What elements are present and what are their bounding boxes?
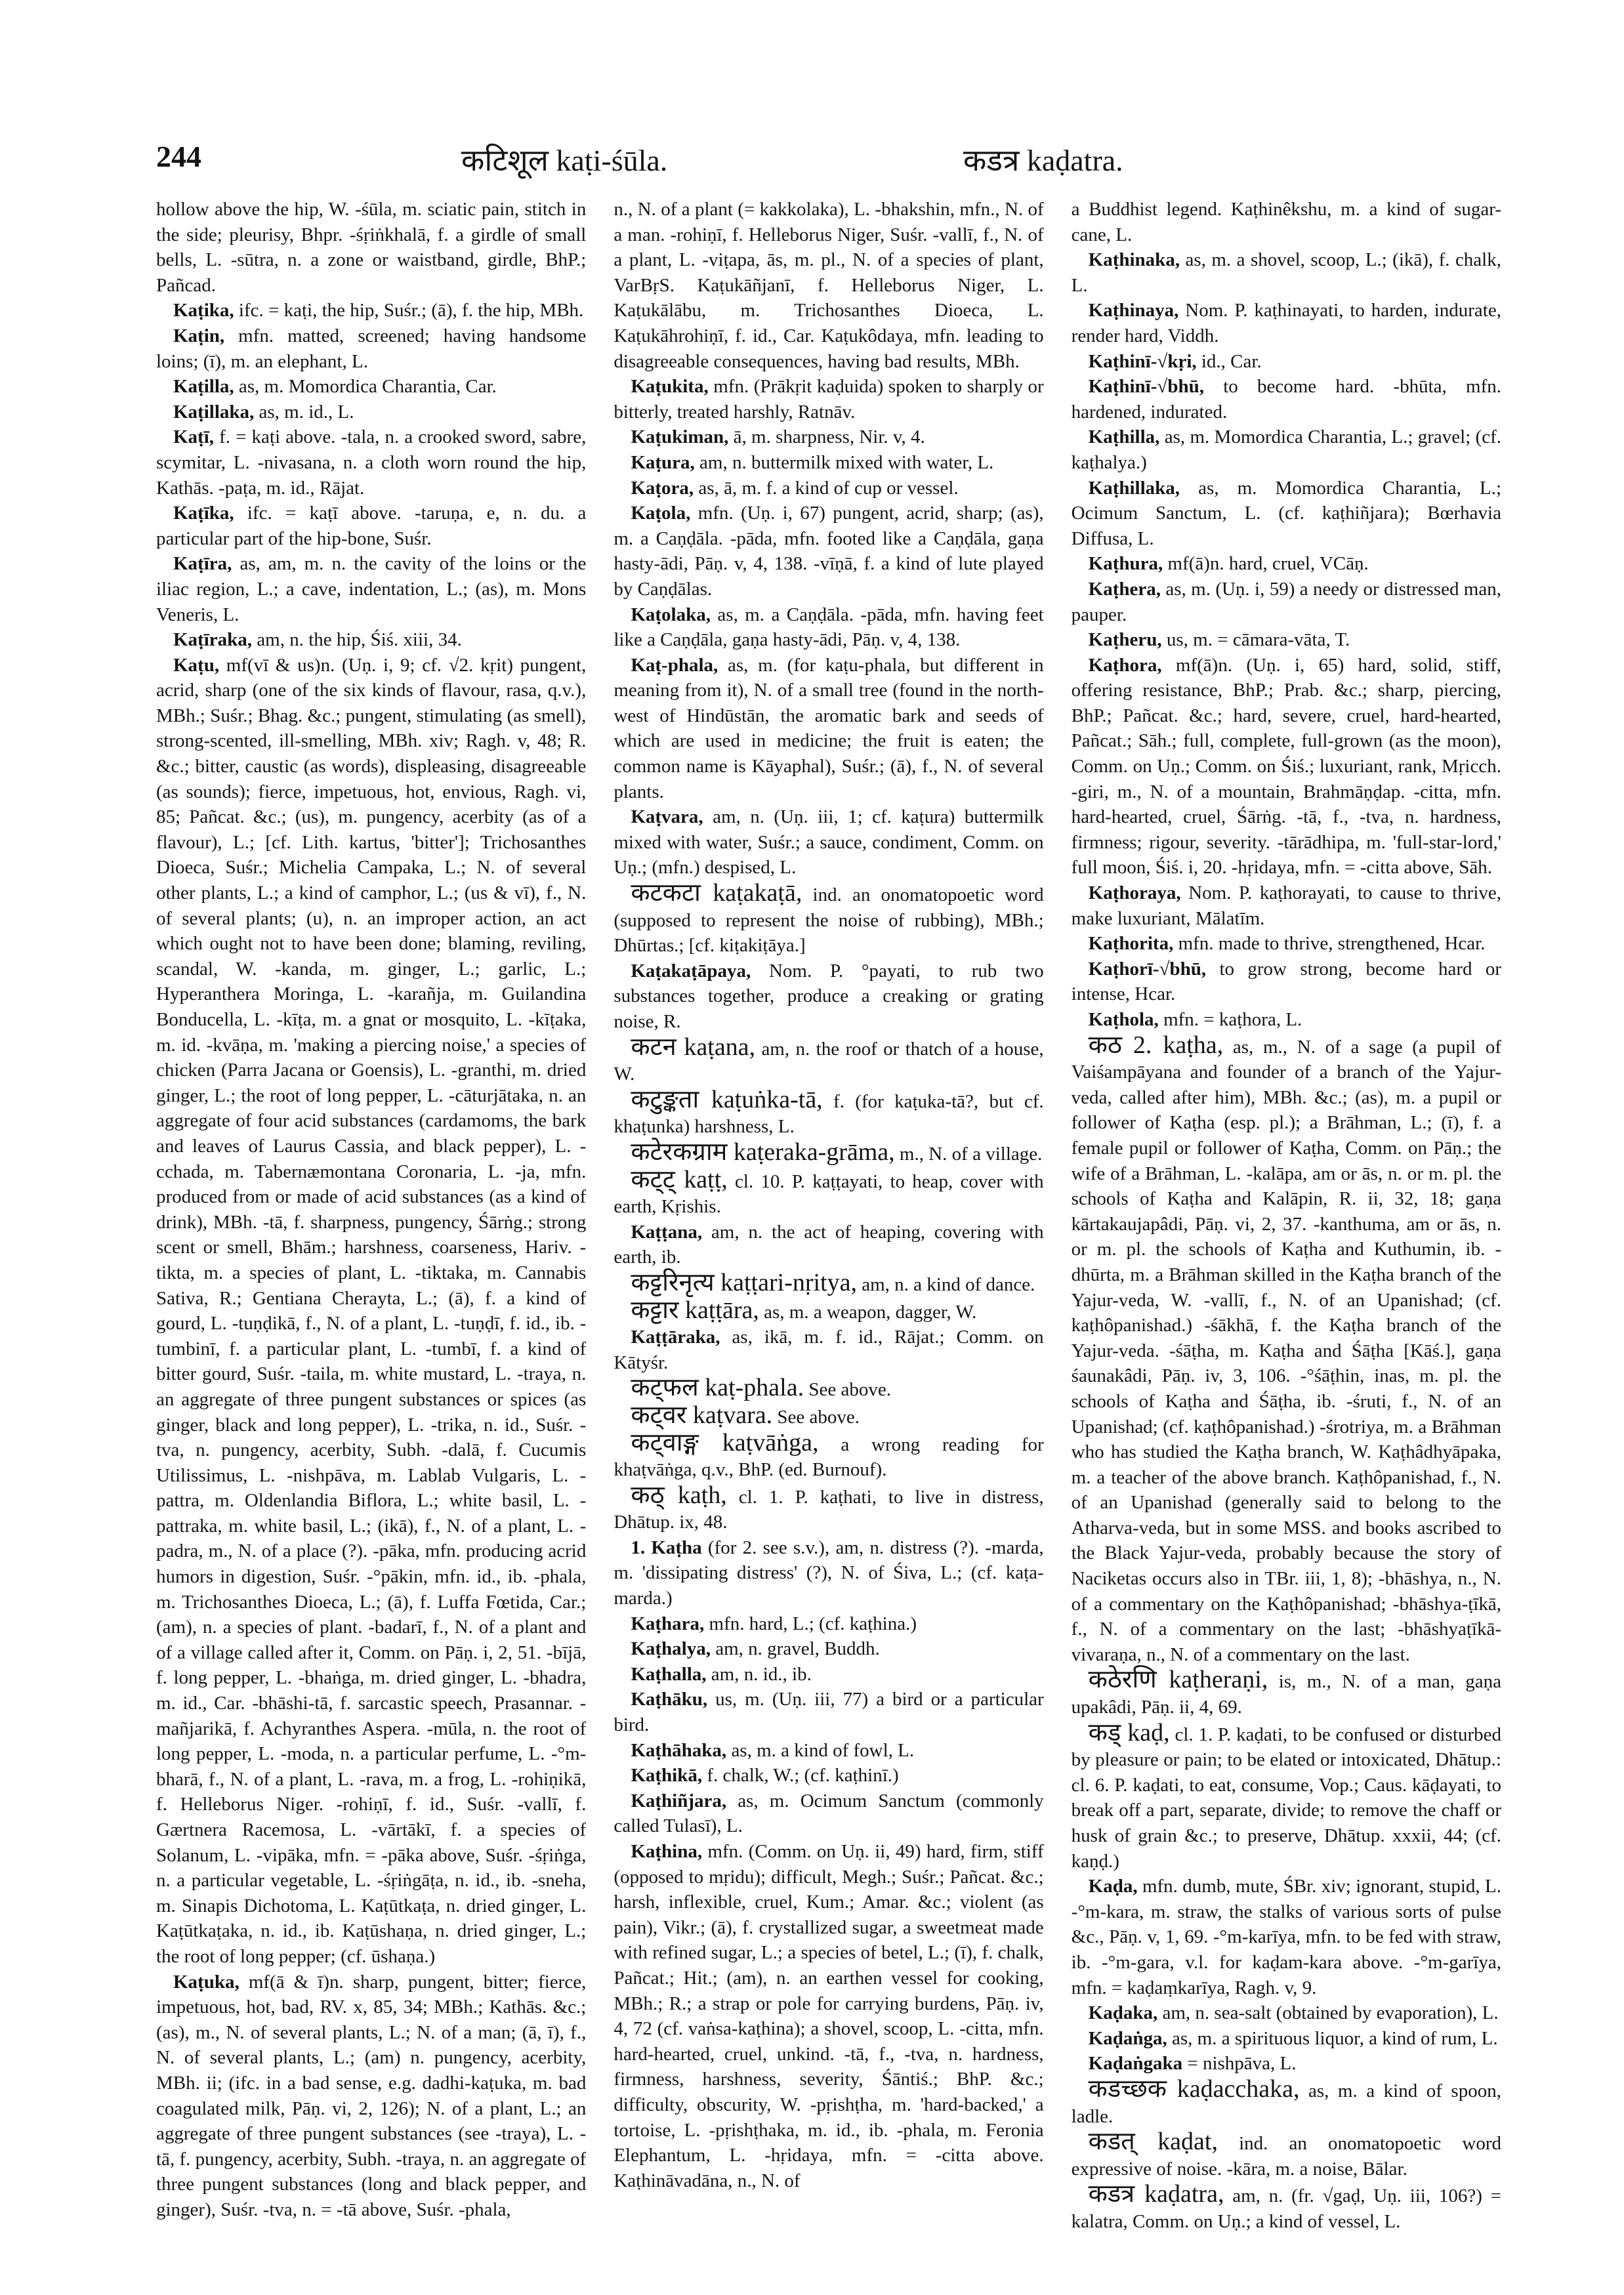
dictionary-entry	[614, 1839, 1043, 2193]
headword: Kaṭī,	[173, 426, 215, 448]
entry-text: to become hard. -bhūta, mfn. hardened, indurated.	[1071, 376, 1501, 423]
dictionary-entry	[614, 450, 1043, 476]
dictionary-entry	[156, 627, 586, 653]
headword: Kaṭukiman,	[631, 426, 729, 448]
entry-text: mfn. hard, L.; (cf. kaṭhina.)	[709, 1613, 917, 1634]
entry-text: am, n. (Uṇ. iii, 1; cf. kaṭura) buttermilk mixed with water, Suśr.; a sauce, condiment, Comm. on Uṇ.; (mfn.) despised, L.	[614, 806, 1044, 879]
entry-text: am, n. the act of heaping, covering with earth, ib.	[614, 1221, 1044, 1268]
entry-text: as, ā, m. f. a kind of cup or vessel.	[698, 477, 959, 499]
entry-text: cl. 10. P. kaṭṭayati, to heap, cover with earth, Kṛishis.	[614, 1170, 1044, 1218]
headword: Kaṭhura,	[1088, 553, 1163, 575]
headword: Kaṭura,	[631, 451, 695, 473]
headword: कट्ट् kaṭṭ,	[631, 1165, 728, 1193]
dictionary-entry	[614, 1375, 1043, 1403]
dictionary-entry	[614, 1636, 1043, 1662]
headword: Kaṭhola,	[1088, 1009, 1159, 1030]
dictionary-entry	[614, 1788, 1043, 1839]
headword: कटन kaṭana,	[631, 1033, 756, 1061]
dictionary-entry	[1072, 577, 1501, 627]
headword: Kaṭhāku,	[631, 1689, 708, 1710]
dictionary-entry	[614, 653, 1043, 805]
entry-text: ā, m. sharpness, Nir. v, 4.	[733, 426, 925, 448]
headword: कठ् kaṭh,	[631, 1481, 727, 1509]
headword: Kaṭīka,	[173, 503, 234, 524]
entry-text: See above.	[777, 1406, 860, 1428]
entry-text: mfn. (Uṇ. i, 67) pungent, acrid, sharp; (as), m. a Caṇḍāla. -pāda, mfn. footed like a Caṇḍāla, gaṇa hasty-ādi, Pāṇ. v, 4, 138. -vīṇā, f. a kind of lute played by Caṇḍālas.	[614, 503, 1044, 600]
entry-text: as, m. a kind of fowl, L.	[731, 1739, 915, 1761]
headword: कडच्छक kaḍacchaka,	[1088, 2075, 1300, 2103]
headword: Kaṭhina,	[631, 1841, 703, 1862]
dictionary-entry	[1072, 1874, 1501, 2000]
entry-text: mfn. (Prākṛit kaḍuida) spoken to sharply or bitterly, treated harshly, Ratnāv.	[614, 376, 1044, 423]
headword: कठेरणि kaṭheraṇi,	[1088, 1666, 1268, 1694]
headword: Kaṭhinī-√kṛi,	[1088, 350, 1197, 372]
headword: Kaṭṭana,	[631, 1221, 703, 1243]
entry-text: as, ikā, m. f. id., Rājat.; Comm. on Kātyśr.	[614, 1327, 1044, 1373]
entry-text: hollow above the hip, W. -śūla, m. sciatic pain, stitch in the side; pleurisy, Bhpr. -śṛiṅkhalā, f. a girdle of small bells, L. -sūtra, n. a zone or waistband, girdle, BhP.; Pañcad.	[156, 199, 587, 296]
entry-text: am, n. (fr. √gaḍ, Uṇ. iii, 106?) = kalatra, Comm. on Uṇ.; a kind of vessel, L.	[1071, 2185, 1501, 2232]
entry-text: mfn. matted, screened; having handsome loins; (ī), m. an elephant, L.	[156, 325, 587, 372]
dictionary-entry	[614, 602, 1043, 653]
headword: कट्फल kaṭ-phala.	[631, 1374, 804, 1402]
dictionary-entry	[614, 1140, 1043, 1167]
entry-text: mf(ā)n. hard, cruel, VCāṇ.	[1167, 553, 1369, 575]
entry-text: to grow strong, become hard or intense, Hcar.	[1071, 958, 1501, 1005]
entry-text: mfn. dumb, mute, ŚBr. xiv; ignorant, stupid, L. -°m-kara, m. straw, the stalks of various sorts of pulse &c., Pāṇ. v, 1, 69. -°m-karīya, mfn. to be fed with straw, ib. -°m-gara, v.l. for kaḍam-kara above. -°m-garīya, mfn. = kaḍaṃkarīya, Ragh. v, 9.	[1071, 1876, 1501, 1998]
headword: कट्वर kaṭvara.	[631, 1401, 773, 1429]
entry-text: am, n. the roof or thatch of a house, W.	[614, 1038, 1044, 1085]
dictionary-entry	[614, 1298, 1043, 1325]
entry-text: cl. 1. P. kaḍati, to be confused or disturbed by pleasure or pain; to be elated or intoxicated, Dhātup.: cl. 6. P. kaḍati, to eat, consume, Vop.; Caus. kāḍayati, to break off a part, separate, divide; to remove the chaff or husk of grain &c.; to preserve, Dhātup. xxxii, 44; (cf. kaṇḍ.)	[1071, 1724, 1501, 1872]
entry-text: = nishpāva, L.	[1187, 2053, 1297, 2075]
headword: Kaṭhāhaka,	[631, 1739, 727, 1761]
dictionary-entry	[1072, 1720, 1501, 1874]
entry-text: mf(ā & ī)n. sharp, pungent, bitter; fierce, impetuous, hot, bad, RV. x, 85, 34; MBh.; Kathās. &c.; (as), m., N. of several plants, L.; N. of a man; (ā, ī), f., N. of several plants, L.; (am) n. pungency, acerbity, MBh. ii; (ifc. in a bad sense, e.g. dadhi-kaṭuka, m. bad coagulated milk, Pāṇ. vi, 2, 126); N. of a plant, L.; an aggregate of three pungent substances (see -traya), L. -tā, f. pungency, acerbity, Subh. -traya, n. an aggregate of three pungent substances (long and black pepper, and ginger), Suśr. -tva, n. = -tā above, Suśr. -phala,	[156, 1971, 587, 2220]
entry-text: Nom. P. kaṭhinayati, to harden, indurate, render hard, Viddh.	[1071, 300, 1501, 346]
continued-entry	[156, 197, 586, 298]
headword: Kaḍaṅga,	[1088, 2027, 1167, 2049]
entry-text: am, n. buttermilk mixed with water, L.	[699, 451, 994, 473]
entry-text: m., N. of a village.	[899, 1143, 1043, 1165]
dictionary-entry	[1072, 1667, 1501, 1720]
headword: Kaṭora,	[631, 477, 694, 499]
dictionary-entry	[1072, 349, 1501, 375]
dictionary-entry	[614, 1535, 1043, 1611]
left-running-head: कटिशूल kaṭi-śūla.	[461, 144, 668, 177]
entry-text: as, m. Momordica Charantia, Car.	[238, 376, 497, 398]
headword: Kaṭhorita,	[1088, 933, 1174, 955]
headword: Kaṭīra,	[173, 553, 232, 575]
dictionary-entry	[614, 1403, 1043, 1430]
entry-text: n., N. of a plant (= kakkolaka), L. -bhakshin, mfn., N. of a man. -rohiṇī, f. Helleborus Niger, Suśr. -vallī, f., N. of a plant, L. -viṭapa, ās, m. pl., N. of a species of plant, VarBṛS. Kaṭukāñjanī, f. Helleborus Niger, L. Kaṭukālābu, m. Trichosanthes Dioeca, L. Kaṭukāhrohiṇī, f. id., Car. Kaṭukôdaya, mfn. leading to disagreeable consequences, having bad results, MBh.	[614, 199, 1044, 372]
headword: कट्वाङ्ग kaṭvāṅga,	[631, 1428, 819, 1457]
headword: कठ 2. kaṭha,	[1088, 1031, 1224, 1059]
headword: Kaṭu,	[173, 654, 220, 676]
entry-text: f. = kaṭi above. -tala, n. a crooked sword, sabre, scymitar, L. -nivasana, n. a cloth worn round the hip, Kathās. -paṭa, m. id., Rājat.	[156, 426, 587, 499]
entry-text: am, n. a kind of dance.	[862, 1273, 1035, 1295]
headword: Kaṭhinaya,	[1088, 300, 1179, 321]
entry-text: mfn. made to thrive, strengthened, Hcar.	[1178, 933, 1486, 955]
dictionary-entry	[614, 1483, 1043, 1535]
entry-text: a Buddhist legend. Kaṭhinêkshu, m. a kind of sugar-cane, L.	[1071, 199, 1501, 245]
headword: कटकटा kaṭakaṭā,	[631, 879, 802, 907]
dictionary-entry	[614, 424, 1043, 450]
entry-text: id., Car.	[1201, 350, 1262, 372]
dictionary-entry	[156, 653, 586, 1970]
dictionary-entry	[1072, 551, 1501, 577]
entry-text: f. (for kaṭuka-tā?, but cf. khaṭunka) harshness, L.	[614, 1090, 1044, 1138]
entry-text: mfn. = kaṭhora, L.	[1163, 1009, 1302, 1030]
dictionary-entry	[614, 1220, 1043, 1270]
dictionary-entry	[1072, 374, 1501, 424]
headword: Kaṭvara,	[631, 806, 703, 828]
running-header	[156, 139, 1501, 185]
dictionary-entry	[156, 551, 586, 627]
entry-text: cl. 1. P. kaṭhati, to live in distress, Dhātup. ix, 48.	[614, 1486, 1044, 1533]
entry-text: am, n. id., ib.	[711, 1663, 812, 1685]
headword: Kaṭika,	[173, 300, 234, 321]
dictionary-columns	[156, 197, 1501, 2264]
dictionary-entry	[156, 424, 586, 501]
headword: Kaṭin,	[173, 325, 225, 346]
entry-text: as, m. Momordica Charantia, L.; gravel; (cf. kaṭhalya.)	[1071, 426, 1501, 473]
headword: कडत् kaḍat,	[1088, 2128, 1218, 2156]
entry-text: as, m. Ocimum Sanctum (commonly called Tulasī), L.	[614, 1790, 1044, 1837]
headword: Kaḍaṅgaka	[1088, 2053, 1183, 2075]
entry-text: as, m. a Caṇḍāla. -pāda, mfn. having feet like a Caṇḍāla, gaṇa hasty-ādi, Pāṇ. v, 4, 138.	[614, 604, 1044, 651]
dictionary-entry	[1072, 2026, 1501, 2052]
entry-text: is, m., N. of a man, gaṇa upakâdi, Pāṇ. ii, 4, 69.	[1071, 1671, 1501, 1718]
column-3	[1072, 197, 1501, 2264]
entry-text: as, m. a spirituous liquor, a kind of rum, L.	[1171, 2027, 1498, 2049]
dictionary-entry	[614, 880, 1043, 959]
dictionary-entry	[614, 1662, 1043, 1687]
entry-text: Nom. P. kaṭhorayati, to cause to thrive, make luxuriant, Mālatīm.	[1071, 882, 1501, 929]
dictionary-entry	[1072, 627, 1501, 653]
entry-text: as, m. id., L.	[259, 401, 354, 423]
entry-text: See above.	[808, 1379, 891, 1401]
headword: कटुङ्कता kaṭuṅka-tā,	[631, 1085, 823, 1113]
headword: Kaṭolaka,	[631, 604, 711, 625]
dictionary-entry	[156, 1970, 586, 2223]
right-running-head: कडत्र kaḍatra.	[963, 144, 1123, 177]
column-2	[614, 197, 1043, 2264]
headword: Kaṭhinī-√bhū,	[1088, 376, 1204, 398]
column-1	[156, 197, 586, 2264]
continued-entry	[1072, 197, 1501, 247]
headword: Kaṭhillaka,	[1088, 477, 1180, 499]
dictionary-entry	[1072, 931, 1501, 957]
entry-text: Nom. P. °payati, to rub two substances together, produce a creaking or grating noise, R.	[614, 960, 1044, 1032]
entry-text: f. chalk, W.; (cf. kaṭhinī.)	[707, 1765, 899, 1787]
headword: Kaṭhora,	[1088, 654, 1162, 676]
dictionary-entry	[1072, 2051, 1501, 2077]
headword: Kaṭuka,	[173, 1971, 239, 1993]
dictionary-entry	[614, 1035, 1043, 1087]
continued-entry	[614, 197, 1043, 374]
headword: Kaṭhikā,	[631, 1765, 703, 1787]
headword: Kaṭhoraya,	[1088, 882, 1181, 904]
dictionary-entry	[156, 400, 586, 425]
headword: Kaṭ-phala,	[631, 654, 718, 676]
entry-text: us, m. (Uṇ. iii, 77) a bird or a particular bird.	[614, 1689, 1044, 1736]
dictionary-entry	[614, 1167, 1043, 1220]
headword: कट्टार kaṭṭāra,	[631, 1296, 759, 1324]
dictionary-entry	[1072, 653, 1501, 880]
dictionary-entry	[614, 1430, 1043, 1483]
entry-text: as, m. (Uṇ. i, 59) a needy or distressed man, pauper.	[1071, 578, 1501, 625]
entry-text: ind. an onomatopoetic word expressive of noise. -kāra, m. a noise, Bālar.	[1071, 2133, 1501, 2180]
dictionary-entry	[1072, 424, 1501, 475]
dictionary-entry	[614, 501, 1043, 602]
dictionary-entry	[156, 374, 586, 400]
dictionary-entry	[1072, 880, 1501, 931]
dictionary-entry	[614, 804, 1043, 880]
entry-text: as, m. a kind of spoon, ladle.	[1071, 2080, 1501, 2127]
headword: Kaṭakaṭāpaya,	[631, 960, 751, 982]
dictionary-entry	[614, 1738, 1043, 1764]
dictionary-entry	[614, 1087, 1043, 1140]
entry-text: as, am, m. n. the cavity of the loins or the iliac region, L.; a cave, indentation, L.; (as), m. Mons Veneris, L.	[156, 553, 587, 625]
dictionary-entry	[1072, 2181, 1501, 2234]
headword: Kaṭhalya,	[631, 1638, 711, 1660]
headword: Kaṭillaka,	[173, 401, 255, 423]
entry-text: ifc. = kaṭī above. -taruṇa, e, n. du. a particular part of the hip-bone, Suśr.	[156, 503, 587, 549]
dictionary-entry	[1072, 1033, 1501, 1668]
entry-text: as, m. a weapon, dagger, W.	[764, 1301, 977, 1323]
headword: Kaṭhera,	[1088, 578, 1161, 600]
headword: कट्टरिनृत्य kaṭṭari-nṛitya,	[631, 1268, 857, 1296]
headword: Kaṭukita,	[631, 376, 709, 398]
headword: Kaṭhalla,	[631, 1663, 707, 1685]
headword: Kaḍaka,	[1088, 2002, 1158, 2024]
dictionary-entry	[1072, 476, 1501, 552]
headword: कड् kaḍ,	[1088, 1718, 1170, 1747]
entry-text: as, m. Momordica Charantia, L.; Ocimum Sanctum, L. (cf. kaṭhiñjara); Bœrhavia Diffusa, L.	[1071, 477, 1501, 549]
headword: Kaṭhorī-√bhū,	[1088, 958, 1207, 980]
dictionary-entry	[1072, 247, 1501, 298]
dictionary-entry	[1072, 298, 1501, 348]
entry-text: am, n. sea-salt (obtained by evaporation), L.	[1162, 2002, 1499, 2024]
entry-text: as, m. (for kaṭu-phala, but different in meaning from it), N. of a small tree (found in the north-west of Hindūstān, the aromatic bark and seeds of which are used in medicine; the fruit is eaten; the common name is Kāyaphal), Suśr.; (ā), f., N. of several plants.	[614, 654, 1044, 802]
entry-text: am, n. gravel, Buddh.	[715, 1638, 880, 1660]
dictionary-entry	[1072, 2000, 1501, 2026]
entry-text: ifc. = kaṭi, the hip, Suśr.; (ā), f. the hip, MBh.	[238, 300, 584, 321]
dictionary-entry	[614, 959, 1043, 1035]
headword: Kaṭīraka,	[173, 629, 253, 651]
entry-text: us, m. = cāmara-vāta, T.	[1166, 629, 1350, 651]
entry-text: mfn. (Comm. on Uṇ. ii, 49) hard, firm, stiff (opposed to mṛidu); difficult, Megh.; Suśr.; Pañcat. &c.; harsh, inflexible, cruel, Kum.; Amar. &c.; violent (as pain), Vikr.; (ā), f. crystallized sugar, a sweetmeat made with refined sugar, L.; a species of betel, L.; (ī), f. chalk, Pañcat.; Hit.; (am), n. an earthen vessel for cooking, MBh.; R.; a strap or pole for carrying burdens, Pāṇ. iv, 4, 72 (cf. vaṅsa-kaṭhina); a shovel, scoop, L. -citta, mfn. hard-hearted, cruel, unkind. -tā, f., -tva, n. hardness, firmness, harshness, severity, Śāntiś.; BhP. &c.; difficulty, obscurity, W. -pṛishṭha, m. 'hard-backed,' a tortoise, L. -pṛishṭhaka, m. id., ib. -phala, m. Feronia Elephantum, L. -hṛidaya, mfn. = -citta above. Kaṭhināvadāna, n., N. of	[614, 1841, 1044, 2191]
dictionary-entry	[614, 1763, 1043, 1788]
headword: कटेरकग्राम kaṭeraka-grāma,	[631, 1138, 895, 1166]
dictionary-entry	[1072, 1007, 1501, 1033]
entry-text: mf(ā)n. (Uṇ. i, 65) hard, solid, stiff, offering resistance, BhP.; Prab. &c.; sharp, piercing, BhP.; Pañcat. &c.; hard, severe, cruel, hard-hearted, Pañcat.; Sāh.; full, complete, full-grown (as the moon), Comm. on Uṇ.; Comm. on Śiś.; luxuriant, rank, Mṛicch. -giri, m., N. of a mountain, Brahmāṇḍap. -citta, mfn. hard-hearted, cruel, Śārṅg. -tā, f., -tva, n. hardness, firmness; rigour, severity. -tārādhipa, m. 'full-star-lord,' full moon, Śiś. i, 20. -hṛidaya, mfn. = -citta above, Sāh.	[1071, 654, 1501, 879]
dictionary-entry	[614, 1687, 1043, 1737]
headword: Kaṭṭāraka,	[631, 1327, 720, 1348]
dictionary-entry	[1072, 957, 1501, 1007]
entry-text: as, m., N. of a sage (a pupil of Vaiśampāyana and founder of a branch of the Yajur-veda, called after him), MBh. &c.; (as), m. a pupil or follower of Kaṭha (esp. pl.); a Brāhman, L.; (ī), f. a female pupil or follower of Kaṭha, Comm. on Pāṇ.; the wife of a Brāhman, L. -kalāpa, am or ās, n. or m. pl. the schools of Kaṭha and Kalāpin, R. ii, 32, 18; gaṇa kārtakaujapâdi, Pāṇ. vi, 2, 37. -kanthuma, am or ās, n. or m. pl. the schools of Kaṭha and Kuthumin, ib. -dhūrta, m. a Brāhman skilled in the Kaṭha branch of the Yajur-veda, W. -vallī, f., N. of an Upanishad; (cf. kaṭhôpanishad.) -śākhā, f. the Kaṭha branch of the Yajur-veda. -śāṭha, m. Kaṭha and Śāṭha [Kāś.], gaṇa śaunakâdi, Pāṇ. iv, 3, 106. -°śāṭhin, inas, m. pl. the schools of Kaṭha and Śāṭha, ib. -śruti, f., N. of an Upanishad; (cf. kaṭhôpanishad.) -śrotriya, m. a Brāhman who has studied the Kaṭha branch, W. Kaṭhâdhyāpaka, m. a teacher of the above branch. Kaṭhôpanishad, f., N. of an Upanishad (generally said to belong to the Atharva-veda, but in some MSS. and books ascribed to the Black Yajur-veda, probably because the story of Naciketas occurs also in TBr. iii, 1, 8); -bhāshya, n., N. of a commentary on the Kaṭhôpanishad; -bhāshya-ṭīkā, f., N. of a commentary on the last; -bhāshyaṭīkā-vivaraṇa, n., N. of a commentary on the last.	[1071, 1036, 1501, 1665]
dictionary-entry	[1072, 2129, 1501, 2181]
dictionary-entry	[156, 501, 586, 551]
headword: Kaṭilla,	[173, 376, 234, 398]
dictionary-entry	[614, 476, 1043, 501]
headword: कडत्र kaḍatra,	[1088, 2180, 1224, 2208]
headword: Kaḍa,	[1088, 1876, 1138, 1897]
entry-text: am, n. the hip, Śiś. xiii, 34.	[257, 629, 462, 651]
headword: Kaṭhiñjara,	[631, 1790, 727, 1811]
headword: Kaṭhilla,	[1088, 426, 1160, 448]
dictionary-entry	[614, 1325, 1043, 1375]
entry-text: as, m. a shovel, scoop, L.; (ikā), f. chalk, L.	[1071, 249, 1501, 296]
headword: Kaṭheru,	[1088, 629, 1162, 651]
dictionary-entry	[156, 298, 586, 323]
entry-text: (for 2. see s.v.), am, n. distress (?). -marda, m. 'dissipating distress' (?), N. of Śiva, L.; (cf. kaṭa-marda.)	[614, 1537, 1044, 1609]
headword: Kaṭhinaka,	[1088, 249, 1180, 271]
entry-text: mf(vī & us)n. (Uṇ. i, 9; cf. √2. kṛit) pungent, acrid, sharp (one of the six kinds of flavour, rasa, q.v.), MBh.; Suśr.; Bhag. &c.; pungent, stimulating (as smell), strong-scented, ill-smelling, MBh. xiv; Ragh. v, 48; R. &c.; bitter, caustic (as words), displeasing, disagreeable (as sounds); fierce, impetuous, hot, envious, Ragh. vi, 85; Pañcat. &c.; (us), m. pungency, acerbity (as of a flavour), L.; [cf. Lith. kartus, 'bitter']; Trichosanthes Dioeca, Suśr.; Michelia Campaka, L.; N. of several other plants, L.; a kind of camphor, L.; (us & vī), f., N. of several plants; (u), n. an improper action, an act which ought not to have been done; blaming, reviling, scandal, W. -kanda, m. ginger, L.; garlic, L.; Hyperanthera Moringa, L. -karañja, m. Guilandina Bonducella, L. -kīṭa, m. a gnat or mosquito, L. -kīṭaka, m. id. -kvāṇa, m. 'making a piercing noise,' a species of chicken (Parra Jacana or Goensis), L. -granthi, m. dried ginger, L.; the root of long pepper, L. -cāturjātaka, n. an aggregate of four acid substances (cardamoms, the bark and leaves of Laurus Cassia, and black pepper), L. -cchada, m. Tabernæmontana Coronaria, L. -ja, mfn. produced from or made of acid substances (as a kind of drink), MBh. -tā, f. sharpness, pungency, Śārṅg.; strong scent or smell, Bhām.; harshness, coarseness, Hariv. -tikta, m. a species of plant, L. -tiktaka, m. Cannabis Sativa, R.; Gentiana Cherayta, L.; (ā), f. a kind of gourd, L. -tuṇḍikā, f., N. of a plant, L. -tuṇḍī, f. id., ib. -tumbinī, f. a particular plant, L. -tumbī, f. a kind of bitter gourd, Suśr. -taila, m. white mustard, L. -traya, n. an aggregate of three pungent substances or spices (as ginger, black and long pepper), L. -trika, n. id., Suśr. -tva, n. pungency, acerbity, Subh. -dalā, f. Cucumis Utilissimus, L. -nishpāva, m. Lablab Vulgaris, L. -pattra, m. Oldenlandia Biflora, L.; white basil, L. -pattraka, m. white basil, L.; (ikā), f., N. of a plant, L. -padra, m., N. of a place (?). -pāka, mfn. producing acrid humors in digestion, Suśr. -°pākin, mfn. id., ib. -phala, m. Trichosanthes Dioeca, L.; (ā), f. Luffa Fœtida, Car.; (am), n. a species of plant. -badarī, f., N. of a plant and of a village called after it, Comm. on Pāṇ. i, 2, 51. -bījā, f. long pepper, L. -bhaṅga, m. dried ginger, L. -bhadra, m. id., Car. -bhāshi-tā, f. sarcastic speech, Prasannar. -mañjarikā, f. Achyranthes Aspera. -mūla, n. the root of long pepper, L. -moda, n. a particular perfume, L. -°m-bharā, f., N. of a plant, L. -rava, m. a frog, L. -rohiṇikā, f. Helleborus Niger. -rohiṇī, f. id., Suśr. -vallī, f. Gærtnera Racemosa, L. -vārtākī, f. a species of Solanum, L. -vipāka, mfn. = -pāka above, Suśr. -śṛiṅga, n. a particular vegetable, L. -śṛiṅgāṭa, n. id., ib. -sneha, m. Sinapis Dichotoma, L. Kaṭūtkaṭa, n. dried ginger, L. Kaṭūtkaṭaka, n. id., ib. Kaṭūshaṇa, n. dried ginger, L.; the root of long pepper; (cf. ūshaṇa.)	[156, 654, 587, 1967]
entry-text: ind. an onomatopoetic word (supposed to represent the noise of rubbing), MBh.; Dhūrtas.; [cf. kiṭakiṭāya.]	[614, 884, 1044, 957]
page-number: 244	[156, 140, 201, 173]
dictionary-entry	[614, 1611, 1043, 1637]
dictionary-entry	[1072, 2077, 1501, 2129]
entry-text: a wrong reading for khaṭvāṅga, q.v., BhP. (ed. Burnouf).	[614, 1434, 1044, 1481]
dictionary-entry	[614, 374, 1043, 424]
headword: 1. Kaṭha	[631, 1537, 702, 1558]
dictionary-entry	[614, 1270, 1043, 1298]
dictionary-entry	[156, 323, 586, 374]
headword: Kaṭhara,	[631, 1613, 705, 1634]
headword: Kaṭola,	[631, 503, 691, 524]
